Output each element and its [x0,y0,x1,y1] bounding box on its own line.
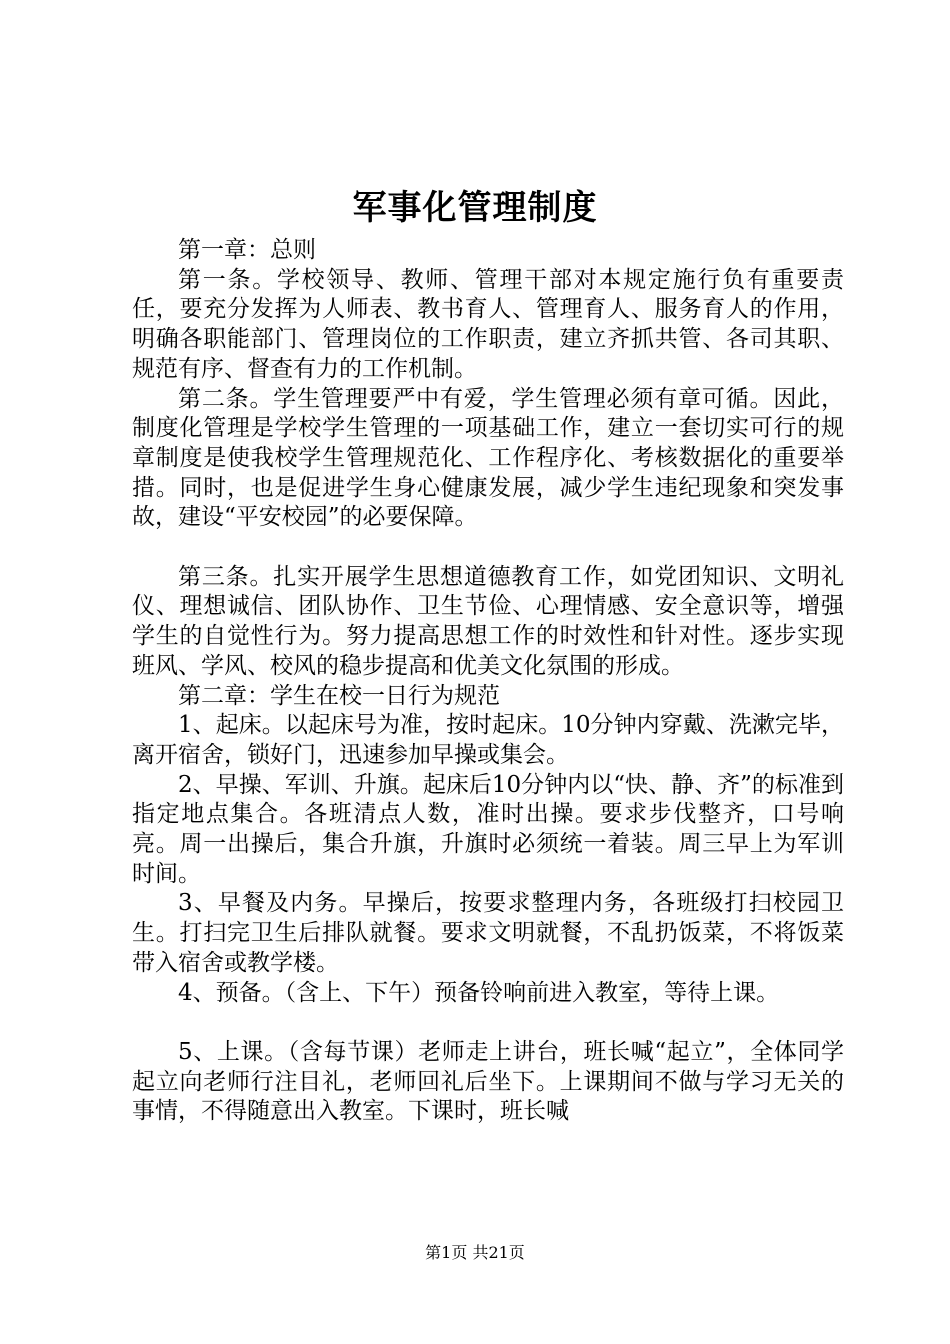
rule-paragraph: 5、上课。（含每节课）老师走上讲台，班长喊“起立”，全体同学起立向老师行注目礼，老师回礼后坐下。上课期间不做与学习无关的事情，不得随意出入教室。下课时，班长喊 [132,1038,844,1125]
article-paragraph: 第一条。学校领导、教师、管理干部对本规定施行负有重要责任，要充分发挥为人师表、教书育人、管理育人、服务育人的作用，明确各职能部门、管理岗位的工作职责，建立齐抓共管、各司其职、规范有序、督查有力的工作机制。 [132,266,844,382]
rule-paragraph: 4、预备。（含上、下午）预备铃响前进入教室，等待上课。 [178,979,780,1006]
chapter-heading: 第一章：总则 [178,237,316,263]
article-paragraph: 第二条。学生管理要严中有爱，学生管理必须有章可循。因此，制度化管理是学校学生管理的一项基础工作，建立一套切实可行的规章制度是使我校学生管理规范化、工作程序化、考核数据化的重要举措。同时，也是促进学生身心健康发展，减少学生违纪现象和突发事故，建设“平安校园”的必要保障。 [132,385,844,531]
chapter-heading: 第二章：学生在校一日行为规范 [178,682,500,709]
document-body [132,236,844,1127]
article-paragraph: 第三条。扎实开展学生思想道德教育工作，如党团知识、文明礼仪、理想诚信、团队协作、卫生节俭、心理情感、安全意识等，增强学生的自觉性行为。努力提高思想工作的时效性和针对性。逐步实现班风、学风、校风的稳步提高和优美文化氛围的形成。 [132,563,844,679]
rule-paragraph: 3、早餐及内务。早操后，按要求整理内务，各班级打扫校园卫生。打扫完卫生后排队就餐。要求文明就餐，不乱扔饭菜，不将饭菜带入宿舍或教学楼。 [132,890,844,976]
document-title: 军事化管理制度 [352,188,598,228]
page-footer: 第1页 共21页 [425,1243,525,1262]
rule-paragraph: 1、起床。以起床号为准，按时起床。10分钟内穿戴、洗漱完毕，离开宿舍，锁好门，迅速参加早操或集会。 [132,712,844,768]
rule-paragraph: 2、早操、军训、升旗。起床后10分钟内以“快、静、齐”的标准到指定地点集合。各班清点人数，准时出操。要求步伐整齐，口号响亮。周一出操后，集合升旗，升旗时必须统一着装。周三早上为军训时间。 [132,771,844,887]
